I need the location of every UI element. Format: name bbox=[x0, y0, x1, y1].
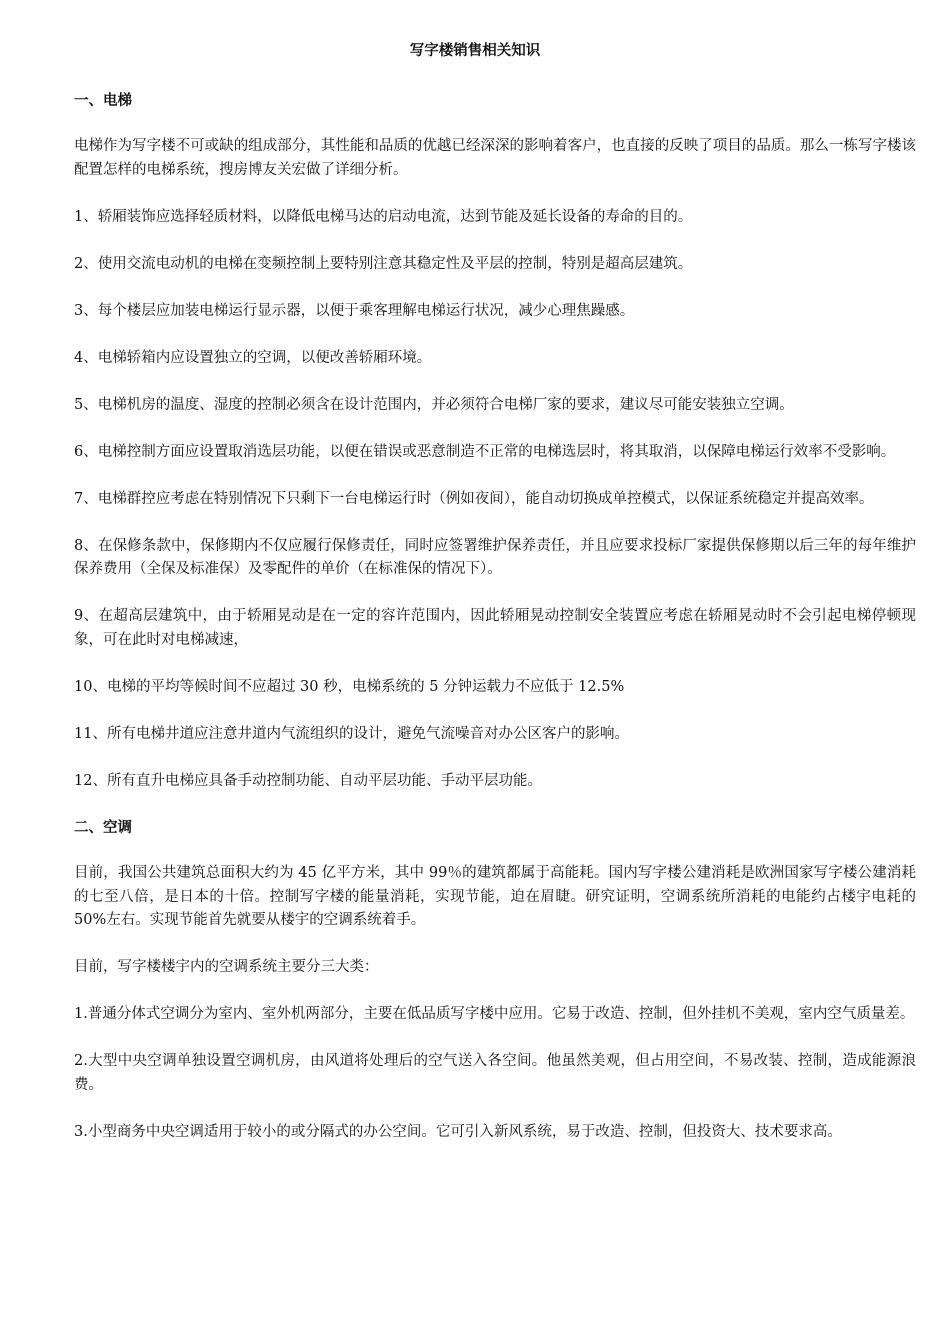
ac-item-1: 1.普通分体式空调分为室内、室外机两部分，主要在低品质写字楼中应用。它易于改造、控制，但外挂机不美观，室内空气质量差。 bbox=[74, 1006, 915, 1022]
elevator-item-5: 5、电梯机房的温度、湿度的控制必须含在设计范围内，并必须符合电梯厂家的要求，建议尽可能安装独立空调。 bbox=[74, 396, 794, 413]
elevator-item-4: 4、电梯轿箱内应设置独立的空调，以便改善轿厢环境。 bbox=[74, 349, 432, 366]
document-title: 写字楼销售相关知识 bbox=[409, 43, 541, 59]
ac-categories-paragraph: 目前，写字楼楼宇内的空调系统主要分三大类： bbox=[74, 959, 379, 975]
elevator-item-12: 12、所有直升电梯应具备手动控制功能、自动平层功能、手动平层功能。 bbox=[74, 772, 542, 789]
elevator-item-11: 11、所有电梯井道应注意井道内气流组织的设计，避免气流噪音对办公区客户的影响。 bbox=[74, 725, 629, 742]
elevator-item-3: 3、每个楼层应加装电梯运行显示器，以便于乘客理解电梯运行状况，减少心理焦躁感。 bbox=[74, 302, 635, 319]
elevator-item-6: 6、电梯控制方面应设置取消选层功能，以便在错误或恶意制造不正常的电梯选层时，将其取消，以保障电梯运行效率不受影响。 bbox=[74, 443, 896, 460]
section-heading-air-conditioning: 二、空调 bbox=[74, 819, 132, 836]
elevator-intro-paragraph: 电梯作为写字楼不可或缺的组成部分，其性能和品质的优越已经深深的影响着客户，也直接的反映了项目的品质。那么一栋写字楼该配置怎样的电梯系统，搜房博友关宏做了详细分析。 bbox=[74, 138, 916, 178]
elevator-item-7: 7、电梯群控应考虑在特别情况下只剩下一台电梯运行时（例如夜间），能自动切换成单控模式，以保证系统稳定并提高效率。 bbox=[74, 490, 874, 507]
ac-intro-paragraph: 目前，我国公共建筑总面积大约为 45 亿平方米，其中 99％的建筑都属于高能耗。国内写字楼公建消耗是欧洲国家写字楼公建消耗的七至八倍，是日本的十倍。控制写字楼的能量消耗，实现节能，迫在眉睫。研究证明，空调系统所消耗的电能约占楼宇电耗的 50%左右。实现节能首先就要从楼宇的空调系统着手。 bbox=[74, 865, 916, 928]
ac-item-3: 3.小型商务中央空调适用于较小的或分隔式的办公空间。它可引入新风系统，易于改造、控制，但投资大、技术要求高。 bbox=[74, 1123, 842, 1140]
section-air-conditioning bbox=[74, 817, 916, 1145]
elevator-item-2: 2、使用交流电动机的电梯在变频控制上要特别注意其稳定性及平层的控制，特别是超高层建筑。 bbox=[74, 255, 693, 272]
elevator-item-1: 1、轿厢装饰应选择轻质材料，以降低电梯马达的启动电流，达到节能及延长设备的寿命的目的。 bbox=[74, 208, 693, 225]
ac-item-2: 2.大型中央空调单独设置空调机房，由风道将处理后的空气送入各空间。他虽然美观，但占用空间，不易改装、控制，造成能源浪费。 bbox=[74, 1053, 916, 1093]
elevator-item-9: 9、在超高层建筑中，由于轿厢晃动是在一定的容许范围内，因此轿厢晃动控制安全装置应考虑在轿厢晃动时不会引起电梯停顿现象，可在此时对电梯减速， bbox=[74, 608, 916, 648]
elevator-item-10: 10、电梯的平均等候时间不应超过 30 秒，电梯系统的 5 分钟运载力不应低于 12.5% bbox=[74, 678, 625, 695]
elevator-item-8: 8、在保修条款中，保修期内不仅应履行保修责任，同时应签署维护保养责任，并且应要求投标厂家提供保修期以后三年的每年维护保养费用（全保及标准保）及零配件的单价（在标准保的情况下）。 bbox=[74, 537, 916, 577]
section-elevator bbox=[74, 90, 916, 794]
section-heading-elevator: 一、电梯 bbox=[74, 92, 132, 109]
